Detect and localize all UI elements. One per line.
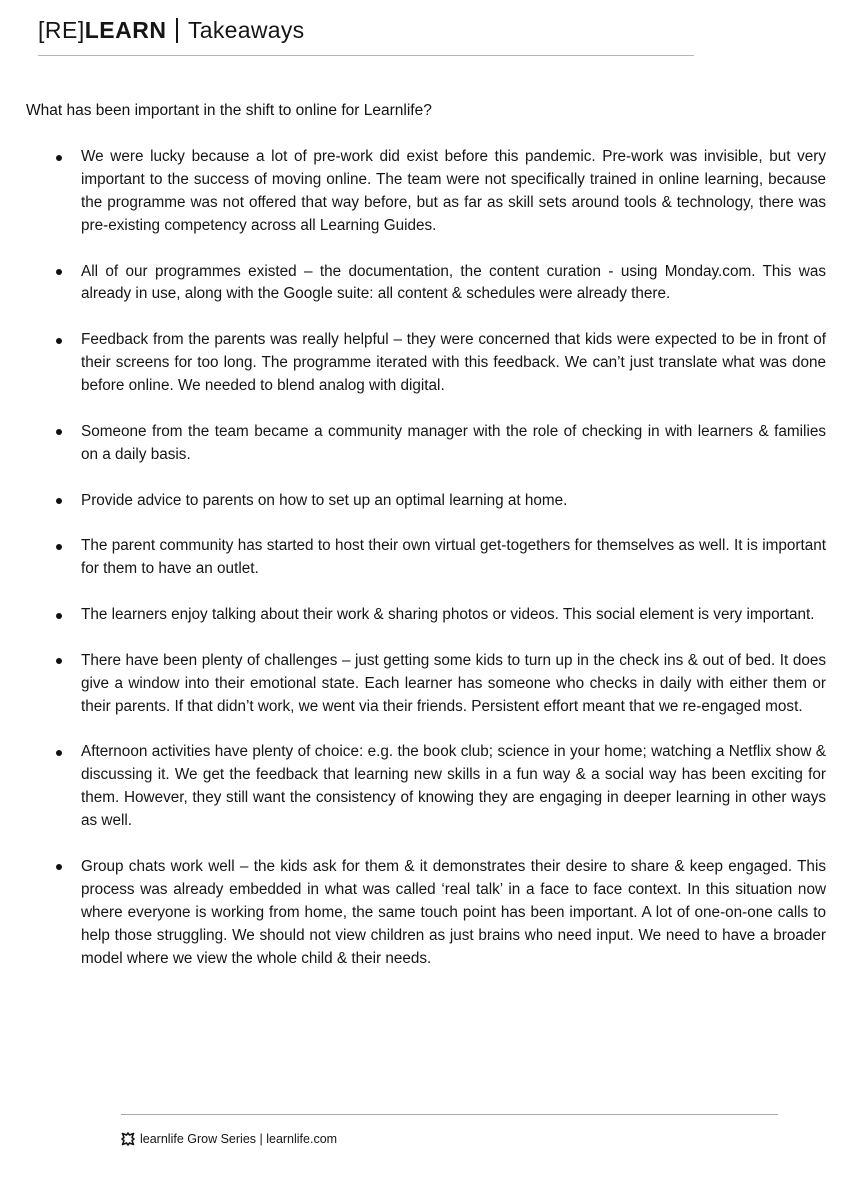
bullet-dot-icon xyxy=(56,750,62,756)
list-item xyxy=(56,741,826,833)
page-header xyxy=(38,12,694,56)
bullet-dot-icon xyxy=(56,429,62,435)
list-item xyxy=(56,650,826,719)
list-item-text: Feedback from the parents was really helpful – they were concerned that kids were expected to be in front of their screens for too long. The programme iterated with this feedback. We can’t just translate what was done before online. We needed to blend analog with digital. xyxy=(81,331,826,395)
list-item-text: Someone from the team became a community manager with the role of checking in with learners & families on a daily basis. xyxy=(81,422,826,463)
bullet-dot-icon xyxy=(56,338,62,344)
takeaways-list xyxy=(56,146,826,993)
section-title: Takeaways xyxy=(187,17,305,43)
footer-divider xyxy=(121,1114,778,1115)
list-item-text: Group chats work well – the kids ask for them & it demonstrates their desire to share & keep engaged. This process was already embedded in what was called ‘real talk’ in a face to face context. In this situation now where everyone is working from home, the same touch point has been important. A lot of one-on-one calls to help those struggling. We should not view children as just brains who need input. We need to have a broader model where we view the whole child & their needs. xyxy=(81,857,826,967)
brand-re: RE xyxy=(44,17,78,43)
list-item-text: Afternoon activities have plenty of choice: e.g. the book club; science in your home; watching a Netflix show & discussing it. We get the feedback that learning new skills in a fun way & a social way has been exciting for them. However, they still want the consistency of knowing they are engaging in deeper learning in other ways as well. xyxy=(81,743,826,830)
bullet-dot-icon xyxy=(56,658,62,664)
list-item-text: Provide advice to parents on how to set up an optimal learning at home. xyxy=(81,491,568,509)
brand-title xyxy=(38,16,304,44)
brand-bracket-close: ] xyxy=(77,17,85,43)
list-item-text: The parent community has started to host their own virtual get-togethers for themselves as well. It is important for them to have an outlet. xyxy=(81,537,826,578)
bullet-dot-icon xyxy=(56,155,62,161)
bullet-dot-icon xyxy=(56,498,62,504)
list-item xyxy=(56,329,826,398)
brand-learn: LEARN xyxy=(84,17,167,43)
brand-bracket-open: [ xyxy=(38,17,45,43)
list-item-text: There have been plenty of challenges – just getting some kids to turn up in the check ins & out of bed. It does give a window into their emotional state. Each learner has someone who checks in daily with either them or their parents. If that didn’t work, we went via their friends. Persistent effort meant that we re-engaged most. xyxy=(81,651,826,715)
list-item xyxy=(56,146,826,238)
list-item xyxy=(56,856,826,971)
list-item-text: All of our programmes existed – the documentation, the content curation - using Monday.com. This was already in use, along with the Google suite: all content & schedules were already there. xyxy=(81,262,826,303)
list-item-text: We were lucky because a lot of pre-work did exist before this pandemic. Pre-work was invisible, but very important to the success of moving online. The team were not specifically trained in online learning, because the programme was not offered that way before, but as far as skill sets around tools & technology, there was pre-existing competency across all Learning Guides. xyxy=(81,148,826,234)
list-item xyxy=(56,535,826,581)
bullet-dot-icon xyxy=(56,269,62,275)
learnlife-logo-icon xyxy=(121,1132,135,1146)
list-item xyxy=(56,421,826,467)
bullet-dot-icon xyxy=(56,864,62,870)
list-item xyxy=(56,604,826,627)
page-footer xyxy=(121,1131,337,1147)
bullet-dot-icon xyxy=(56,544,62,550)
list-item xyxy=(56,261,826,307)
list-item xyxy=(56,490,826,513)
footer-text: learnlife Grow Series | learnlife.com xyxy=(140,1132,338,1146)
brand-divider xyxy=(176,18,178,43)
list-item-text: The learners enjoy talking about their work & sharing photos or videos. This social element is very important. xyxy=(81,606,815,624)
question-heading: What has been important in the shift to online for Learnlife? xyxy=(26,102,432,119)
bullet-dot-icon xyxy=(56,613,62,619)
